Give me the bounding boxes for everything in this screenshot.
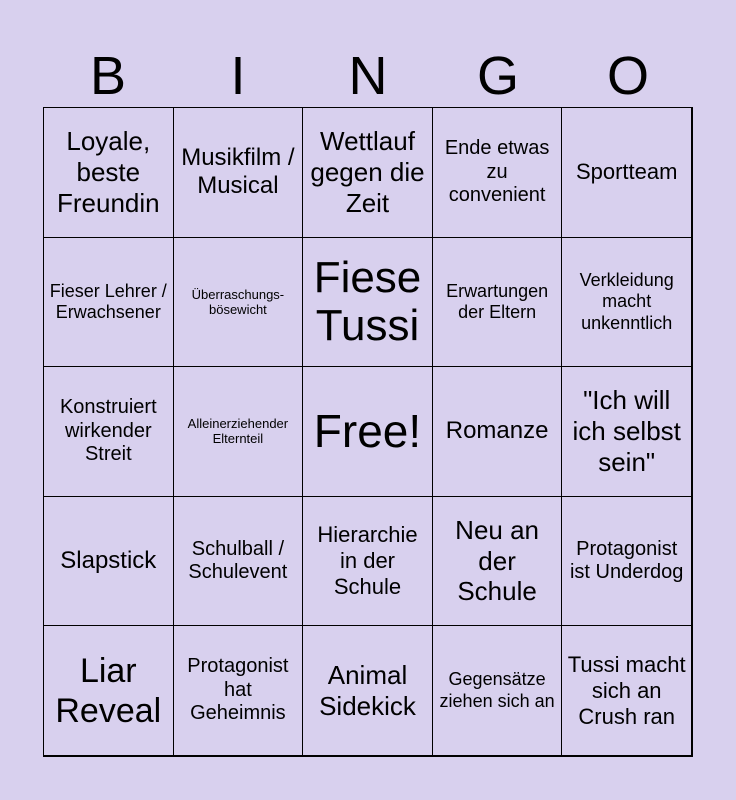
bingo-cell[interactable]: Konstruiert wirkender Streit	[43, 366, 174, 497]
header-letter-o: O	[606, 46, 649, 106]
bingo-cell[interactable]: Neu an der Schule	[432, 496, 563, 627]
bingo-cell[interactable]: Protagonist hat Geheimnis	[173, 625, 304, 756]
header-letter-b: B	[89, 46, 127, 106]
bingo-cell[interactable]: Alleinerziehender Elternteil	[173, 366, 304, 497]
bingo-cell[interactable]: Sportteam	[561, 107, 692, 238]
bingo-cell[interactable]: Musikfilm / Musical	[173, 107, 304, 238]
header-letter-g: G	[476, 46, 519, 106]
bingo-cell[interactable]: Wettlauf gegen die Zeit	[302, 107, 433, 238]
bingo-cell[interactable]: Hierarchie in der Schule	[302, 496, 433, 627]
bingo-cell[interactable]: Erwartungen der Eltern	[432, 237, 563, 368]
bingo-cell[interactable]: Verkleidung macht unkenntlich	[561, 237, 692, 368]
bingo-cell[interactable]: Fieser Lehrer / Erwachsener	[43, 237, 174, 368]
bingo-cell[interactable]: Protagonist ist Underdog	[561, 496, 692, 627]
bingo-cell[interactable]: Liar Reveal	[43, 625, 174, 756]
bingo-cell[interactable]: Gegensätze ziehen sich an	[432, 625, 563, 756]
bingo-cell[interactable]: Ende etwas zu convenient	[432, 107, 563, 238]
bingo-cell[interactable]: "Ich will ich selbst sein"	[561, 366, 692, 497]
bingo-cell[interactable]: Tussi macht sich an Crush ran	[561, 625, 692, 756]
bingo-cell[interactable]: Animal Sidekick	[302, 625, 433, 756]
free-space-cell[interactable]: Free!	[302, 366, 433, 497]
header-letter-i: I	[230, 46, 246, 106]
bingo-cell[interactable]: Schulball / Schulevent	[173, 496, 304, 627]
header-letter-n: N	[348, 46, 388, 106]
bingo-cell[interactable]: Slapstick	[43, 496, 174, 627]
bingo-cell[interactable]: Romanze	[432, 366, 563, 497]
bingo-cell[interactable]: Fiese Tussi	[302, 237, 433, 368]
bingo-header	[43, 44, 693, 108]
bingo-cell[interactable]: Überraschungs-bösewicht	[173, 237, 304, 368]
bingo-grid	[43, 107, 693, 757]
bingo-cell[interactable]: Loyale, beste Freundin	[43, 107, 174, 238]
